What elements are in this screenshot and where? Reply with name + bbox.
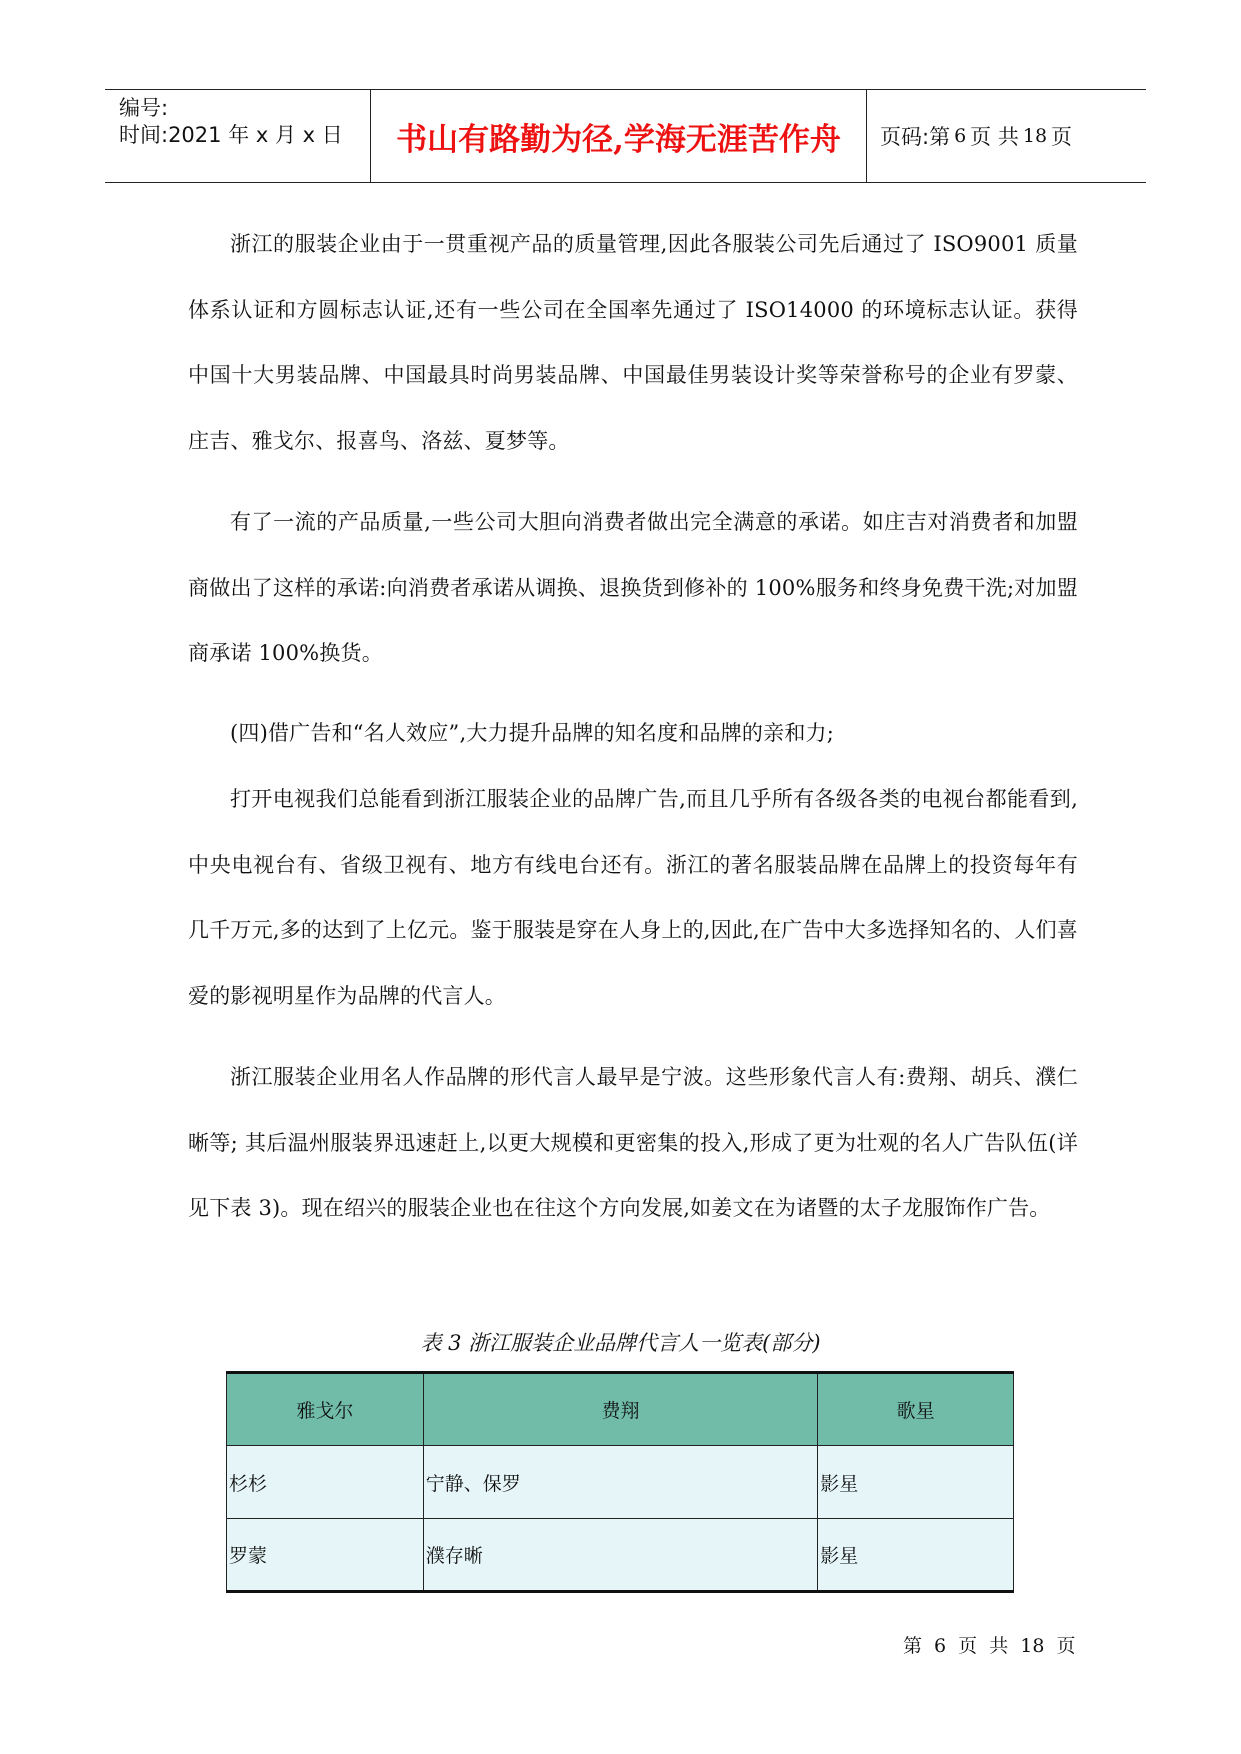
page-prefix: 页码:第 (880, 125, 951, 149)
paragraph-celebrity (188, 1045, 1078, 1242)
header-motto: 书山有路勤为径,学海无涯苦作舟 (371, 90, 867, 182)
table-cell: 罗蒙 (227, 1519, 424, 1592)
paragraph-text: 打开电视我们总能看到浙江服装企业的品牌广告,而且几乎所有各级各类的电视台都能看到,中央电视台有、省级卫视有、地方有线电台还有。浙江的著名服装品牌在品牌上的投资每年有几千万元,多的达到了上亿元。鉴于服装是穿在人身上的,因此,在广告中大多选择知名的、人们喜爱的影视明星作为品牌的代言人。 (188, 787, 1078, 1008)
paragraph-tv-ads (188, 767, 1078, 1029)
table-row (227, 1446, 1014, 1519)
page-header (105, 89, 1146, 183)
paragraph-quality (188, 212, 1078, 474)
paragraph-commitment (188, 490, 1078, 687)
page-mid: 页 共 (970, 125, 1019, 149)
paragraph-text: (四)借广告和“名人效应”,大力提升品牌的知名度和品牌的亲和力; (230, 721, 835, 745)
table-caption: 表 3 浙江服装企业品牌代言人一览表(部分) (420, 1331, 821, 1355)
doc-number-label: 编号: (119, 96, 169, 120)
table-cell: 影星 (818, 1446, 1014, 1519)
page-number: 6 (954, 125, 967, 147)
table-row (227, 1519, 1014, 1592)
table-cell: 费翔 (423, 1373, 817, 1446)
page-suffix: 页 (1051, 125, 1073, 149)
header-meta-cell (105, 90, 371, 182)
doc-time-label: 时间:2021 年 x 月 x 日 (119, 123, 343, 147)
page-footer: 第 6 页 共 18 页 (903, 1635, 1076, 1657)
paragraph-text: 有了一流的产品质量,一些公司大胆向消费者做出完全满意的承诺。如庄吉对消费者和加盟商做出了这样的承诺:向消费者承诺从调换、退换货到修补的 100%服务和终身免费干洗;对加盟商承诺 100%换货。 (188, 510, 1078, 665)
section-heading-advertising (188, 701, 1078, 767)
header-page-info (867, 90, 1146, 182)
table-cell: 濮存晰 (423, 1519, 817, 1592)
table-header-row (227, 1373, 1014, 1446)
table-cell: 影星 (818, 1519, 1014, 1592)
paragraph-text: 浙江的服装企业由于一贯重视产品的质量管理,因此各服装公司先后通过了 ISO9001 质量体系认证和方圆标志认证,还有一些公司在全国率先通过了 ISO14000 的环境标志认证。获得中国十大男装品牌、中国最具时尚男装品牌、中国最佳男装设计奖等荣誉称号的企业有罗蒙、庄吉、雅戈尔、报喜鸟、洛兹、夏梦等。 (188, 232, 1078, 453)
table-cell: 歌星 (818, 1373, 1014, 1446)
paragraph-text: 浙江服装企业用名人作品牌的形代言人最早是宁波。这些形象代言人有:费翔、胡兵、濮仁晰等; 其后温州服装界迅速赶上,以更大规模和更密集的投入,形成了更为壮观的名人广告队伍(详见下表 3)。现在绍兴的服装企业也在往这个方向发展,如姜文在为诸暨的太子龙服饰作广告。 (188, 1065, 1078, 1220)
table-cell: 雅戈尔 (227, 1373, 424, 1446)
table-cell: 宁静、保罗 (423, 1446, 817, 1519)
table-cell: 杉杉 (227, 1446, 424, 1519)
spokesperson-table (226, 1371, 1014, 1593)
page-total: 18 (1022, 125, 1048, 147)
